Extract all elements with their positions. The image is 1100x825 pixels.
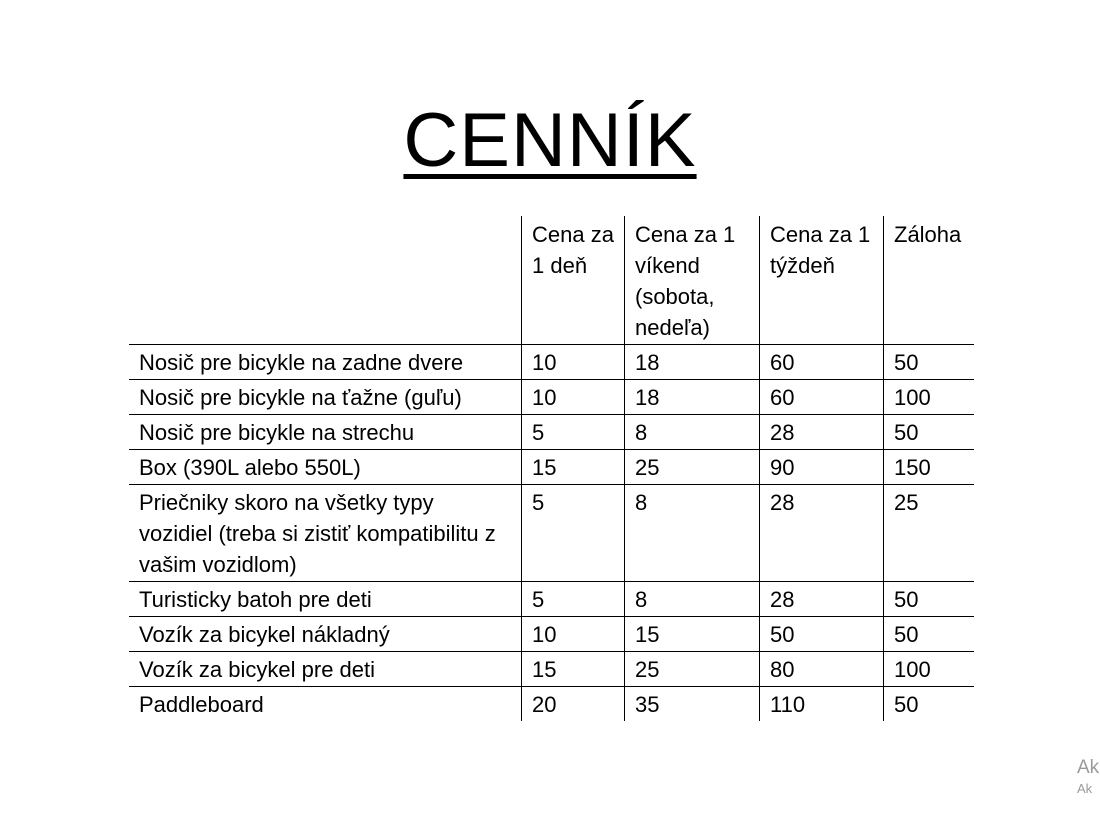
header-weekend-price: Cena za 1 víkend (sobota, nedeľa) [625, 216, 760, 345]
cell-item: Vozík za bicykel pre deti [129, 652, 522, 687]
table-row [129, 687, 974, 722]
cell-weekend-price: 18 [625, 345, 760, 380]
watermark-line-1: Ak [1077, 757, 1100, 778]
cell-weekend-price: 25 [625, 652, 760, 687]
cell-item: Turisticky batoh pre deti [129, 582, 522, 617]
cell-weekend-price: 15 [625, 617, 760, 652]
table-row [129, 415, 974, 450]
cell-week-price: 90 [760, 450, 884, 485]
cell-weekend-price: 18 [625, 380, 760, 415]
table-header-row [129, 216, 974, 345]
cell-day-price: 5 [522, 485, 625, 582]
cell-deposit: 100 [884, 380, 975, 415]
cell-day-price: 5 [522, 415, 625, 450]
cell-deposit: 50 [884, 687, 975, 722]
page-title [0, 96, 1100, 186]
cell-item: Nosič pre bicykle na ťažne (guľu) [129, 380, 522, 415]
cell-deposit: 50 [884, 415, 975, 450]
cell-day-price: 10 [522, 380, 625, 415]
cell-deposit: 50 [884, 582, 975, 617]
cell-week-price: 28 [760, 582, 884, 617]
cell-week-price: 28 [760, 415, 884, 450]
cell-week-price: 28 [760, 485, 884, 582]
cell-item: Vozík za bicykel nákladný [129, 617, 522, 652]
cell-day-price: 10 [522, 617, 625, 652]
cell-item: Priečniky skoro na všetky typy vozidiel (treba si zistiť kompatibilitu z vašim vozidlom) [129, 485, 522, 582]
cell-item: Nosič pre bicykle na strechu [129, 415, 522, 450]
cell-week-price: 60 [760, 345, 884, 380]
table-row [129, 450, 974, 485]
cell-weekend-price: 25 [625, 450, 760, 485]
cell-week-price: 80 [760, 652, 884, 687]
page-title-text: CENNÍK [403, 98, 697, 183]
price-table [129, 216, 974, 721]
table-row [129, 652, 974, 687]
table-row [129, 582, 974, 617]
header-deposit: Záloha [884, 216, 975, 345]
cell-weekend-price: 8 [625, 582, 760, 617]
cell-weekend-price: 8 [625, 415, 760, 450]
header-item [129, 216, 522, 345]
cell-deposit: 100 [884, 652, 975, 687]
cell-deposit: 50 [884, 345, 975, 380]
cell-weekend-price: 35 [625, 687, 760, 722]
cell-day-price: 15 [522, 652, 625, 687]
cell-deposit: 25 [884, 485, 975, 582]
watermark-line-2: Ak [1077, 781, 1093, 796]
cell-deposit: 50 [884, 617, 975, 652]
cell-deposit: 150 [884, 450, 975, 485]
cell-item: Paddleboard [129, 687, 522, 722]
cell-weekend-price: 8 [625, 485, 760, 582]
cell-day-price: 20 [522, 687, 625, 722]
cell-week-price: 110 [760, 687, 884, 722]
header-week-price: Cena za 1 týždeň [760, 216, 884, 345]
cell-day-price: 5 [522, 582, 625, 617]
cell-week-price: 60 [760, 380, 884, 415]
table-row [129, 617, 974, 652]
cell-item: Box (390L alebo 550L) [129, 450, 522, 485]
cell-item: Nosič pre bicykle na zadne dvere [129, 345, 522, 380]
table-row [129, 345, 974, 380]
table-row [129, 380, 974, 415]
activation-watermark [1077, 756, 1099, 798]
cell-day-price: 15 [522, 450, 625, 485]
header-day-price: Cena za 1 deň [522, 216, 625, 345]
cell-day-price: 10 [522, 345, 625, 380]
cell-week-price: 50 [760, 617, 884, 652]
table-row [129, 485, 974, 582]
